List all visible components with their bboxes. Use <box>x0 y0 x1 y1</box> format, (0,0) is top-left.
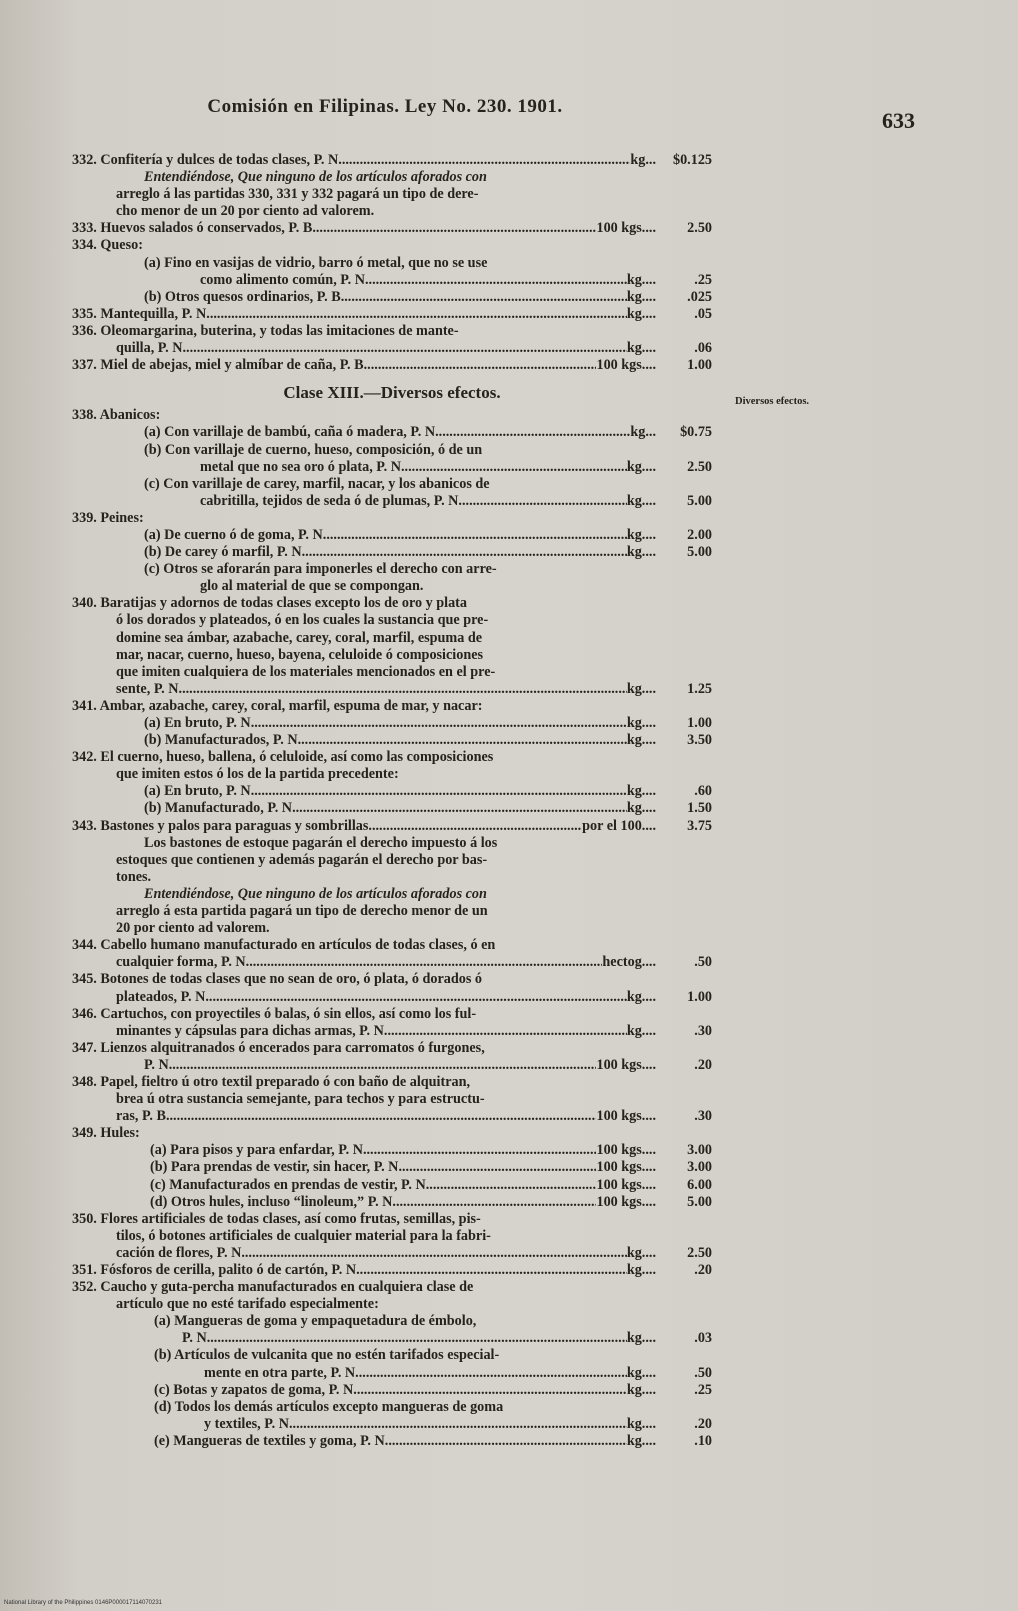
text-line: 341. Ambar, azabache, carey, coral, marfil, espuma de mar, y nacar: <box>72 697 483 714</box>
tariff-line: y textiles, P. N ..... kg.... .20 <box>72 1416 712 1433</box>
text-line: 345. Botones de todas clases que no sean de oro, ó plata, ó dorados ó <box>72 971 483 988</box>
tariff-line: 335. Mantequilla, P. N ..... kg.... .05 <box>72 306 712 323</box>
text-line: (a) Fino en vasijas de vidrio, barro ó metal, que no se use <box>144 254 488 271</box>
text-line: (d) Todos los demás artículos excepto mangueras de goma <box>154 1398 504 1415</box>
tariff-line: (a) Con varillaje de bambú, caña ó madera, P. N ..... kg... $0.75 <box>72 424 712 441</box>
text-line: 350. Flores artificiales de todas clases, así como frutas, semillas, pis- <box>72 1210 481 1227</box>
tariff-line: 337. Miel de abejas, miel y almíbar de caña, P. B ..... 100 kgs.... 1.00 <box>72 357 712 374</box>
text-line: que imiten cualquiera de los materiales mencionados en el pre- <box>116 663 496 680</box>
tariff-line: plateados, P. N ..... kg.... 1.00 <box>72 989 712 1006</box>
text-line: Los bastones de estoque pagarán el derecho impuesto á los <box>144 834 498 851</box>
scan-footer: National Library of the Philippines 0146P000017114070231 <box>4 1600 163 1606</box>
text-line: glo al material de que se compongan. <box>200 578 424 595</box>
tariff-line: (c) Botas y zapatos de goma, P. N ..... kg.... .25 <box>72 1382 712 1399</box>
text-line: 349. Hules: <box>72 1125 140 1142</box>
tariff-line: mente en otra parte, P. N ..... kg.... .50 <box>72 1365 712 1382</box>
tariff-text <box>72 152 712 1450</box>
text-line: 348. Papel, fieltro ú otro textil preparado ó con baño de alquitran, <box>72 1073 471 1090</box>
running-header: Comisión en Filipinas. Ley No. 230. 1901. <box>207 96 563 117</box>
text-line: ó los dorados y plateados, ó en los cuales la sustancia que pre- <box>116 612 489 629</box>
tariff-line: P. N ..... 100 kgs.... .20 <box>72 1057 712 1074</box>
text-line: 347. Lienzos alquitranados ó encerados para carromatos ó furgones, <box>72 1039 485 1056</box>
tariff-line: cación de flores, P. N ..... kg.... 2.50 <box>72 1245 712 1262</box>
text-line: brea ú otra sustancia semejante, para techos y para estructu- <box>116 1091 485 1108</box>
tariff-line: como alimento común, P. N ..... kg.... .25 <box>72 272 712 289</box>
tariff-line: 333. Huevos salados ó conservados, P. B ..... 100 kgs.... 2.50 <box>72 220 712 237</box>
tariff-line: quilla, P. N ..... kg.... .06 <box>72 340 712 357</box>
tariff-line: 332. Confitería y dulces de todas clases, P. N ..... kg... $0.125 <box>72 152 712 169</box>
tariff-line: (c) Manufacturados en prendas de vestir, P. N ..... 100 kgs.... 6.00 <box>72 1177 712 1194</box>
tariff-line: sente, P. N ..... kg.... 1.25 <box>72 681 712 698</box>
tariff-line: (a) En bruto, P. N ..... kg.... 1.00 <box>72 715 712 732</box>
tariff-line: (b) Otros quesos ordinarios, P. B ..... kg.... .025 <box>72 289 712 306</box>
tariff-line: ras, P. B ..... 100 kgs.... .30 <box>72 1108 712 1125</box>
text-line: (c) Con varillaje de carey, marfil, nacar, y los abanicos de <box>144 475 490 492</box>
text-line: 344. Cabello humano manufacturado en artículos de todas clases, ó en <box>72 937 496 954</box>
tariff-line: (b) Para prendas de vestir, sin hacer, P. N ..... 100 kgs.... 3.00 <box>72 1159 712 1176</box>
text-line: (b) Artículos de vulcanita que no estén tarifados especial- <box>154 1347 500 1364</box>
text-line: 339. Peines: <box>72 509 144 526</box>
text-line: estoques que contienen y además pagarán el derecho por bas- <box>116 851 488 868</box>
tariff-line: cualquier forma, P. N ..... hectog.... .50 <box>72 954 712 971</box>
class-heading: Clase XIII.—Diversos efectos. <box>283 383 501 403</box>
text-line: tilos, ó botones artificiales de cualquier material para la fabri- <box>116 1227 491 1244</box>
tariff-line: (b) De carey ó marfil, P. N ..... kg.... 5.00 <box>72 544 712 561</box>
text-line: (b) Con varillaje de cuerno, hueso, composición, ó de un <box>144 441 483 458</box>
text-line: artículo que no esté tarifado especialmente: <box>116 1296 379 1313</box>
tariff-line: (a) Para pisos y para enfardar, P. N ..... 100 kgs.... 3.00 <box>72 1142 712 1159</box>
text-line: 342. El cuerno, hueso, ballena, ó celuloide, así como las composiciones <box>72 749 494 766</box>
margin-note: Diversos efectos. <box>735 396 810 407</box>
text-line: (a) Mangueras de goma y empaquetadura de émbolo, <box>154 1313 477 1330</box>
tariff-line: 351. Fósforos de cerilla, palito ó de cartón, P. N ..... kg.... .20 <box>72 1262 712 1279</box>
text-line: arreglo á esta partida pagará un tipo de derecho menor de un <box>116 903 488 920</box>
text-line: 20 por ciento ad valorem. <box>116 920 270 937</box>
text-line: Entendiéndose, Que ninguno de los artículos aforados con <box>144 169 487 186</box>
text-line: 340. Baratijas y adornos de todas clases excepto los de oro y plata <box>72 595 468 612</box>
page-number: 633 <box>882 108 915 133</box>
text-line: domine sea ámbar, azabache, carey, coral, marfil, espuma de <box>116 629 483 646</box>
text-line: mar, nacar, cuerno, hueso, bayena, celuloide ó composiciones <box>116 646 484 663</box>
text-line: cho menor de un 20 por ciento ad valorem. <box>116 203 375 220</box>
text-line: tones. <box>116 868 152 885</box>
text-line: 334. Queso: <box>72 237 143 254</box>
text-line: 346. Cartuchos, con proyectiles ó balas, ó sin ellos, así como los ful- <box>72 1005 477 1022</box>
tariff-line: (a) De cuerno ó de goma, P. N ..... kg.... 2.00 <box>72 527 712 544</box>
text-line: 338. Abanicos: <box>72 407 161 424</box>
text-line: 352. Caucho y guta-percha manufacturados en cualquiera clase de <box>72 1279 474 1296</box>
tariff-line: minantes y cápsulas para dichas armas, P. N ..... kg.... .30 <box>72 1023 712 1040</box>
tariff-line: P. N ..... kg.... .03 <box>72 1330 712 1347</box>
tariff-line: (d) Otros hules, incluso “linoleum,” P. N ..... 100 kgs.... 5.00 <box>72 1194 712 1211</box>
tariff-line: (b) Manufacturado, P. N ..... kg.... 1.50 <box>72 800 712 817</box>
text-line: arreglo á las partidas 330, 331 y 332 pagará un tipo de dere- <box>116 186 479 203</box>
tariff-line: 343. Bastones y palos para paraguas y sombrillas ..... por el 100.... 3.75 <box>72 818 712 835</box>
text-line: que imiten estos ó los de la partida precedente: <box>116 766 399 783</box>
text-line: Entendiéndose, Que ninguno de los artículos aforados con <box>144 885 487 902</box>
tariff-line: (b) Manufacturados, P. N ..... kg.... 3.50 <box>72 732 712 749</box>
text-line: 336. Oleomargarina, buterina, y todas las imitaciones de mante- <box>72 322 459 339</box>
text-line: (c) Otros se aforarán para imponerles el derecho con arre- <box>144 561 497 578</box>
tariff-line: (e) Mangueras de textiles y goma, P. N ..... kg.... .10 <box>72 1433 712 1450</box>
tariff-line: cabritilla, tejidos de seda ó de plumas, P. N ..... kg.... 5.00 <box>72 493 712 510</box>
tariff-line: metal que no sea oro ó plata, P. N ..... kg.... 2.50 <box>72 459 712 476</box>
tariff-line: (a) En bruto, P. N ..... kg.... .60 <box>72 783 712 800</box>
